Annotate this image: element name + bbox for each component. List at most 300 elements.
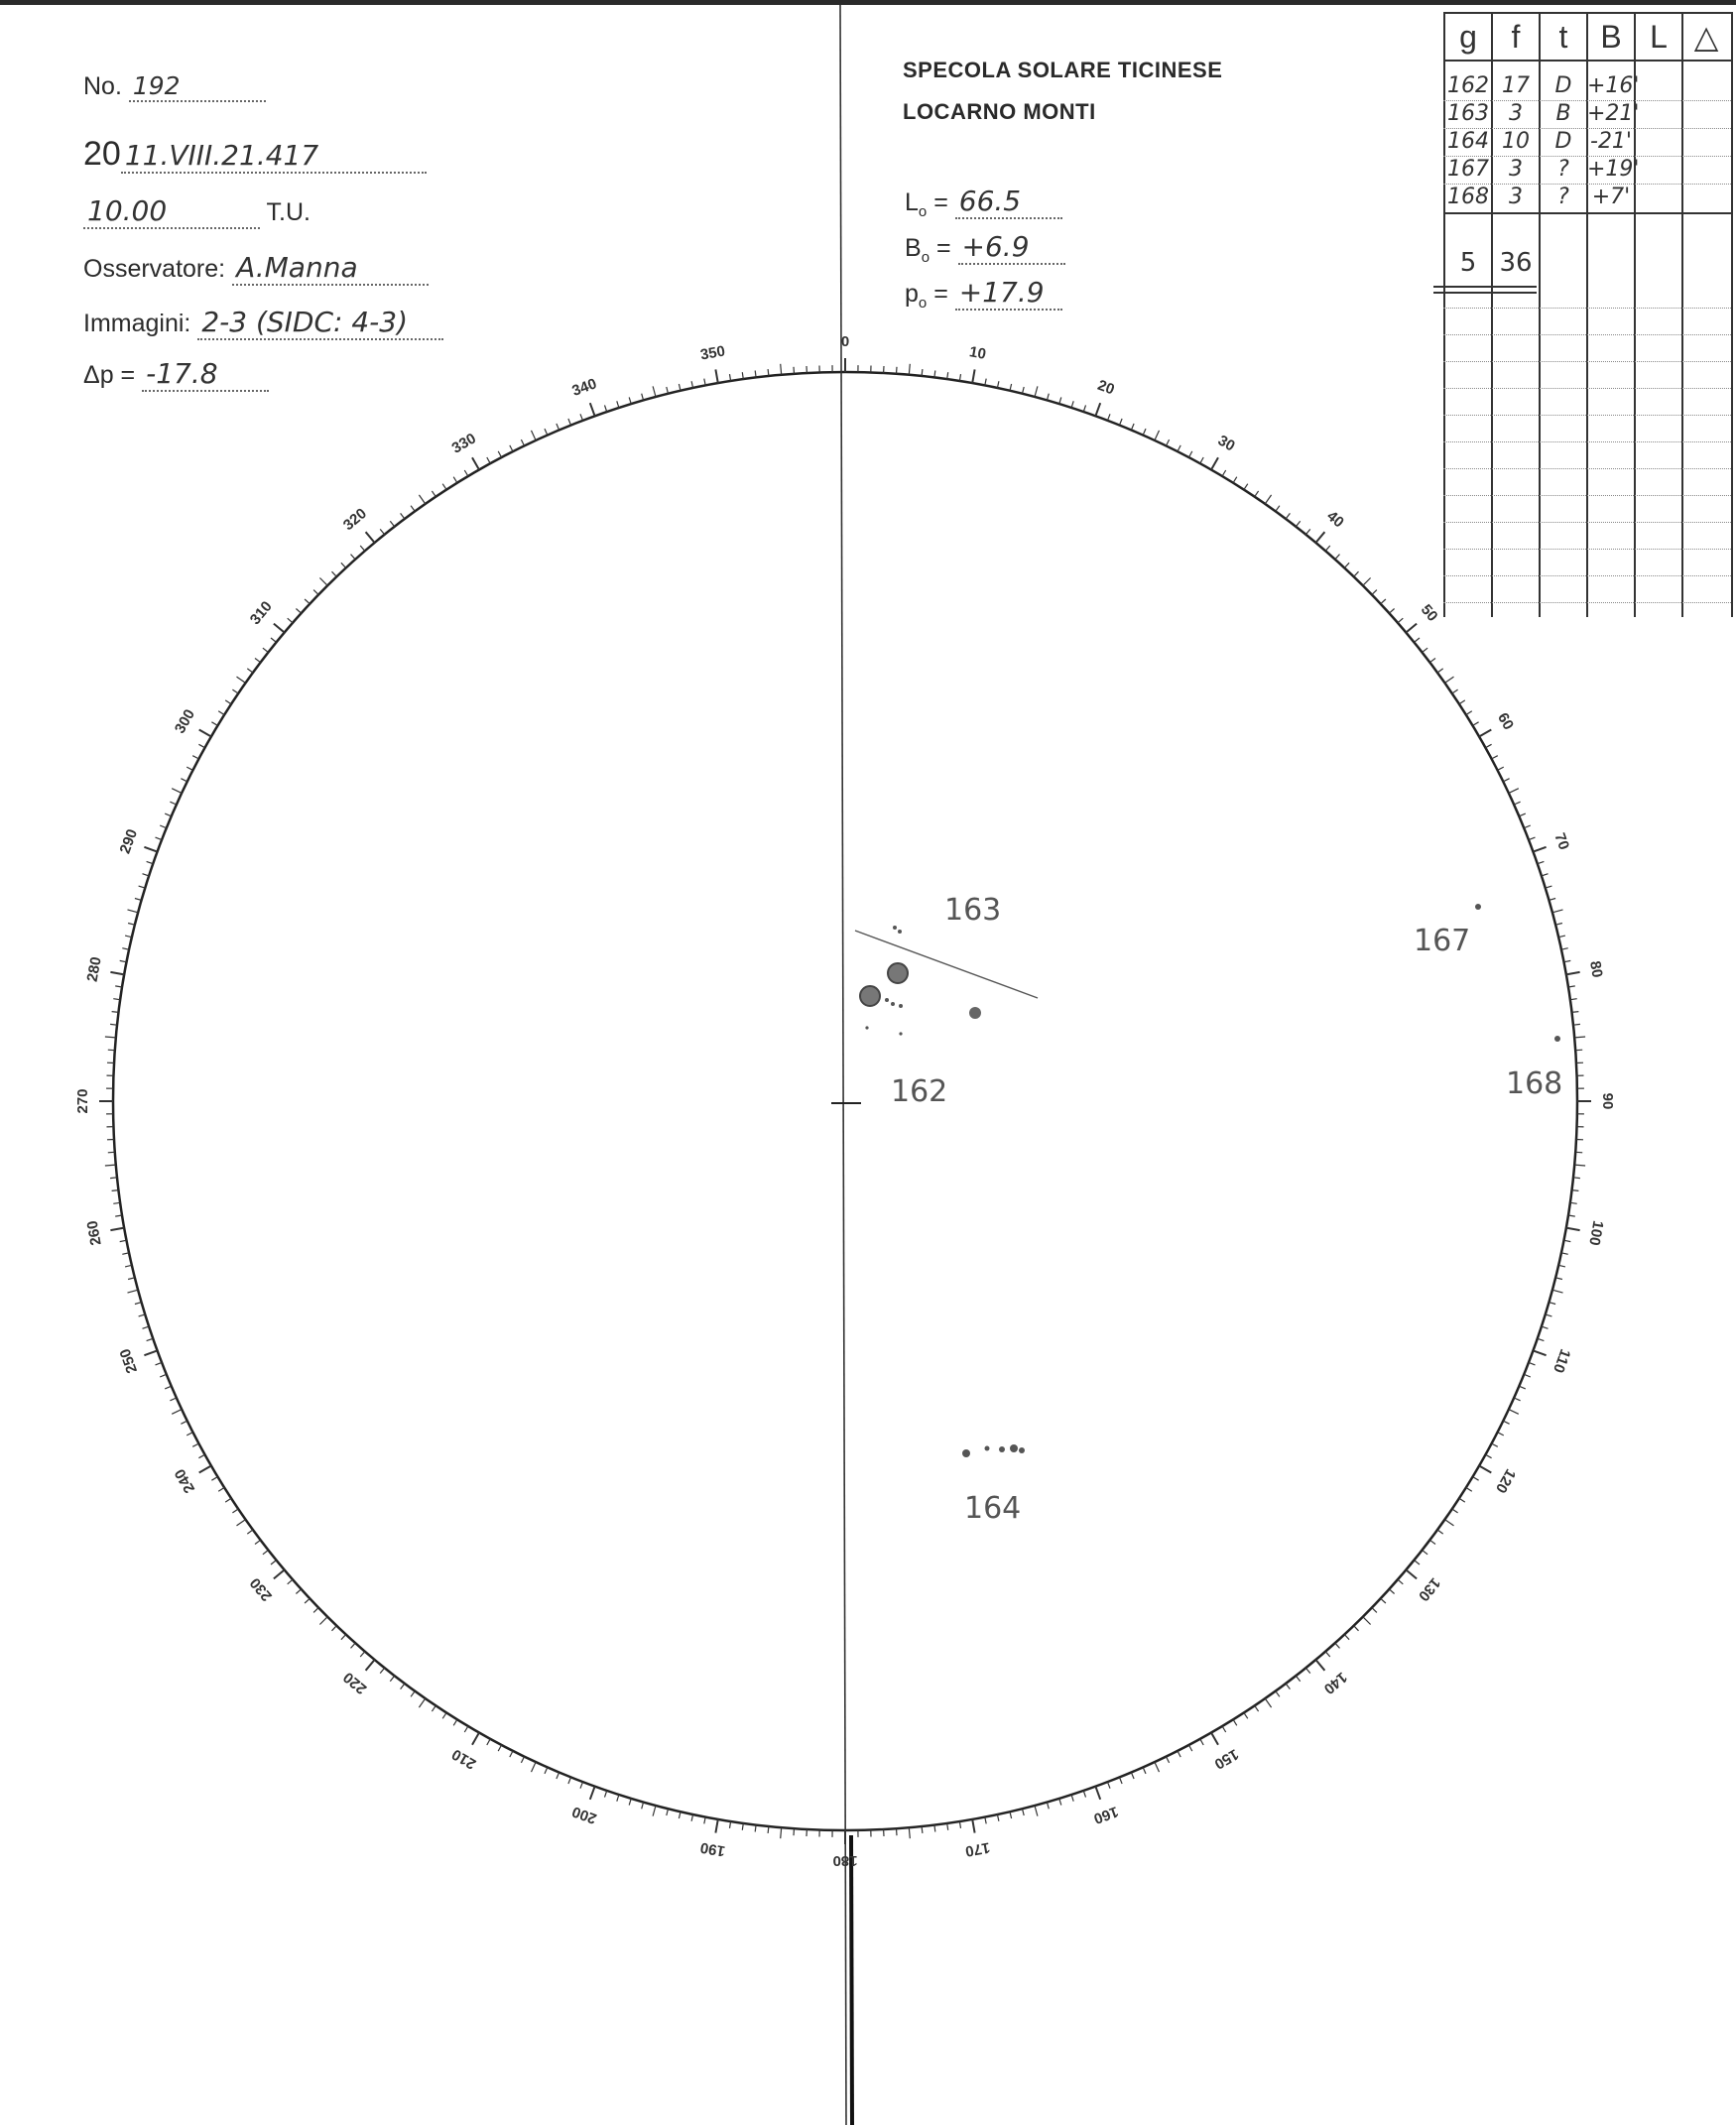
limb-tick bbox=[498, 1745, 501, 1751]
limb-tick bbox=[128, 910, 139, 913]
limb-degree-label: 280 bbox=[83, 955, 105, 983]
limb-tick bbox=[1566, 1228, 1580, 1231]
sunspot-group-163 bbox=[893, 893, 1001, 934]
limb-tick bbox=[453, 477, 457, 483]
limb-tick bbox=[1233, 1719, 1237, 1725]
limb-tick bbox=[1572, 1190, 1579, 1191]
limb-tick bbox=[313, 1608, 318, 1613]
limb-tick bbox=[1023, 387, 1025, 394]
limb-tick bbox=[1244, 1712, 1248, 1718]
table-cell: D bbox=[1554, 73, 1572, 98]
limb-degree-label: 200 bbox=[569, 1803, 599, 1827]
limb-degree-label: 140 bbox=[1319, 1668, 1351, 1697]
sunspot bbox=[893, 926, 897, 930]
limb-tick bbox=[1519, 813, 1526, 816]
limb-tick bbox=[472, 457, 479, 469]
limb-tick bbox=[172, 1410, 182, 1415]
limb-tick bbox=[1265, 495, 1271, 504]
limb-tick bbox=[1459, 700, 1465, 704]
limb-tick bbox=[922, 1826, 923, 1833]
limb-tick bbox=[380, 529, 384, 534]
limb-tick bbox=[1538, 1338, 1545, 1340]
limb-tick bbox=[1095, 1787, 1100, 1800]
limb-tick bbox=[110, 1228, 124, 1231]
table-cell: -21' bbox=[1590, 129, 1632, 154]
limb-tick bbox=[351, 555, 356, 560]
sunspot bbox=[888, 963, 908, 983]
limb-tick bbox=[532, 431, 537, 440]
limb-tick bbox=[411, 506, 415, 512]
limb-tick bbox=[1542, 1326, 1549, 1328]
limb-tick bbox=[1305, 1668, 1309, 1673]
table-cell: 3 bbox=[1509, 101, 1523, 126]
number-label: No. bbox=[83, 72, 122, 100]
limb-tick bbox=[510, 445, 513, 451]
limb-tick bbox=[1492, 756, 1498, 759]
limb-tick bbox=[341, 1635, 346, 1640]
limb-tick bbox=[1131, 424, 1134, 430]
limb-degree-label: 110 bbox=[1550, 1346, 1574, 1376]
solar-disk bbox=[74, 5, 1616, 2125]
table-cell: B bbox=[1555, 101, 1571, 126]
limb-tick bbox=[1372, 1608, 1377, 1613]
param-L0-value: 66.5 bbox=[955, 185, 1062, 219]
sunspot bbox=[899, 1004, 903, 1008]
delta-p-value: -17.8 bbox=[142, 357, 269, 392]
limb-tick bbox=[1296, 1676, 1300, 1682]
limb-tick bbox=[580, 414, 583, 421]
limb-tick bbox=[288, 618, 293, 623]
limb-tick bbox=[1120, 419, 1123, 426]
limb-tick bbox=[1534, 847, 1547, 852]
limb-tick bbox=[1503, 779, 1509, 782]
limb-tick bbox=[1315, 1660, 1324, 1671]
limb-degree-label: 340 bbox=[569, 375, 599, 400]
table-cell: +7' bbox=[1591, 185, 1631, 209]
observatory-location: LOCARNO MONTI bbox=[903, 99, 1096, 124]
limb-tick bbox=[199, 730, 211, 737]
limb-tick bbox=[897, 367, 898, 374]
table-header-L: L bbox=[1650, 19, 1668, 55]
limb-tick bbox=[510, 1751, 513, 1757]
group-label: 164 bbox=[964, 1491, 1022, 1526]
limb-tick bbox=[156, 837, 163, 840]
limb-tick bbox=[1315, 532, 1324, 543]
limb-degree-label: 190 bbox=[698, 1838, 727, 1860]
limb-tick bbox=[1479, 730, 1491, 737]
limb-tick bbox=[1354, 1626, 1359, 1631]
limb-tick bbox=[605, 1791, 607, 1798]
limb-degree-label: 240 bbox=[171, 1465, 199, 1496]
limb-degree-label: 120 bbox=[1491, 1465, 1520, 1496]
limb-tick bbox=[1255, 1705, 1259, 1711]
limb-degree-label: 300 bbox=[171, 706, 199, 737]
param-L0-sub: o bbox=[918, 203, 928, 220]
limb-degree-label: 160 bbox=[1091, 1803, 1121, 1827]
param-B0-value: +6.9 bbox=[958, 230, 1065, 265]
limb-tick bbox=[110, 1024, 117, 1025]
limb-tick bbox=[1211, 1733, 1218, 1745]
limb-tick bbox=[922, 369, 923, 376]
limb-tick bbox=[1492, 1443, 1498, 1446]
limb-tick bbox=[1398, 1579, 1403, 1584]
limb-tick bbox=[1178, 445, 1180, 451]
limb-tick bbox=[1372, 590, 1377, 595]
limb-tick bbox=[521, 1757, 524, 1763]
limb-tick bbox=[464, 470, 468, 476]
limb-tick bbox=[1131, 1773, 1134, 1779]
limb-degree-label: 230 bbox=[246, 1573, 276, 1605]
limb-tick bbox=[1335, 1643, 1340, 1648]
limb-tick bbox=[1325, 546, 1330, 551]
table-header-t: t bbox=[1558, 19, 1568, 55]
limb-tick bbox=[1429, 1540, 1435, 1544]
limb-degree-label: 170 bbox=[963, 1838, 992, 1860]
limb-tick bbox=[1445, 1520, 1454, 1526]
table-cell: +16' bbox=[1587, 73, 1640, 98]
delta-p-label: Δp = bbox=[83, 361, 136, 389]
limb-tick bbox=[472, 1733, 479, 1745]
table-cell: 163 bbox=[1447, 101, 1489, 126]
limb-tick bbox=[1120, 1778, 1123, 1785]
limb-tick bbox=[296, 609, 301, 614]
limb-tick bbox=[255, 1540, 261, 1544]
limb-degree-label: 90 bbox=[1599, 1092, 1617, 1110]
limb-tick bbox=[192, 756, 198, 759]
limb-tick bbox=[211, 722, 217, 726]
limb-tick bbox=[332, 1626, 337, 1631]
limb-tick bbox=[1244, 484, 1248, 490]
limb-tick bbox=[181, 1421, 186, 1424]
sunspot bbox=[962, 1449, 970, 1457]
limb-tick bbox=[1529, 1362, 1536, 1365]
limb-degree-label: 0 bbox=[840, 332, 850, 350]
sunspot bbox=[891, 1002, 895, 1006]
limb-tick bbox=[144, 847, 157, 852]
limb-tick bbox=[1552, 1290, 1563, 1293]
limb-degree-label: 130 bbox=[1415, 1573, 1444, 1605]
table-cell: 17 bbox=[1502, 73, 1530, 98]
group-label: 162 bbox=[891, 1074, 948, 1109]
limb-tick bbox=[143, 874, 150, 876]
limb-tick bbox=[909, 364, 910, 375]
group-label: 168 bbox=[1506, 1066, 1563, 1101]
limb-tick bbox=[1514, 802, 1520, 805]
sunspot bbox=[969, 1007, 981, 1019]
table-cell: 167 bbox=[1447, 157, 1489, 182]
limb-tick bbox=[165, 813, 172, 816]
images-value: 2-3 (SIDC: 4-3) bbox=[197, 306, 443, 340]
limb-tick bbox=[653, 1806, 656, 1816]
limb-tick bbox=[112, 1012, 119, 1013]
limb-tick bbox=[1222, 470, 1226, 476]
table-header-delta: △ bbox=[1693, 19, 1719, 55]
limb-tick bbox=[1473, 1477, 1479, 1481]
limb-tick bbox=[1498, 767, 1504, 770]
limb-tick bbox=[1429, 659, 1435, 663]
table-cell: 168 bbox=[1447, 185, 1489, 209]
limb-tick bbox=[232, 1509, 238, 1513]
limb-tick bbox=[1437, 669, 1443, 673]
limb-tick bbox=[1555, 1278, 1562, 1280]
limb-tick bbox=[305, 1598, 310, 1603]
limb-degree-label: 10 bbox=[967, 343, 988, 363]
limb-tick bbox=[1178, 1751, 1180, 1757]
limb-tick bbox=[1575, 1050, 1582, 1051]
limb-tick bbox=[401, 1684, 405, 1689]
limb-tick bbox=[198, 1454, 204, 1457]
images-label: Immagini: bbox=[83, 310, 191, 337]
limb-tick bbox=[1398, 618, 1403, 623]
limb-degree-label: 180 bbox=[832, 1852, 858, 1870]
limb-tick bbox=[453, 1719, 457, 1725]
limb-tick bbox=[319, 578, 327, 586]
limb-tick bbox=[1415, 638, 1421, 642]
param-B0: $B_o = +6.9$ bbox=[905, 230, 1065, 266]
table-total-spots: 36 bbox=[1499, 248, 1533, 278]
limb-tick bbox=[1452, 689, 1458, 693]
limb-degree-label: 80 bbox=[1586, 959, 1606, 979]
limb-tick bbox=[1344, 1635, 1349, 1640]
limb-tick bbox=[351, 1643, 356, 1648]
table-cell: 3 bbox=[1509, 157, 1523, 182]
limb-tick bbox=[186, 1433, 192, 1436]
limb-tick bbox=[1509, 1410, 1519, 1415]
limb-tick bbox=[1406, 1569, 1417, 1578]
limb-tick bbox=[1381, 1598, 1386, 1603]
limb-tick bbox=[1335, 555, 1340, 560]
table-total-groups: 5 bbox=[1459, 248, 1477, 278]
table-header-g: g bbox=[1459, 19, 1477, 55]
limb-tick bbox=[225, 1498, 231, 1502]
limb-tick bbox=[390, 1676, 394, 1682]
limb-tick bbox=[487, 457, 490, 463]
limb-tick bbox=[590, 1787, 595, 1800]
limb-tick bbox=[198, 744, 204, 747]
table-cell: 10 bbox=[1502, 129, 1530, 154]
limb-tick bbox=[170, 1398, 176, 1401]
limb-degree-label: 290 bbox=[116, 826, 142, 856]
limb-tick bbox=[1423, 648, 1428, 652]
limb-tick bbox=[218, 1488, 224, 1492]
sunspot-group-167 bbox=[1414, 904, 1481, 958]
limb-tick bbox=[1189, 451, 1192, 457]
limb-tick bbox=[1573, 1178, 1580, 1179]
limb-degree-label: 320 bbox=[339, 505, 371, 535]
limb-tick bbox=[296, 1589, 301, 1594]
limb-tick bbox=[165, 1386, 172, 1389]
table-cell: +19' bbox=[1587, 157, 1640, 182]
limb-tick bbox=[1479, 1466, 1491, 1473]
limb-degree-label: 210 bbox=[448, 1745, 479, 1773]
limb-degree-label: 150 bbox=[1211, 1745, 1242, 1773]
limb-tick bbox=[1222, 1726, 1226, 1732]
limb-tick bbox=[274, 624, 285, 633]
limb-tick bbox=[1445, 677, 1454, 683]
limb-tick bbox=[521, 439, 524, 445]
limb-tick bbox=[1406, 624, 1417, 633]
limb-tick bbox=[144, 1350, 157, 1355]
limb-tick bbox=[1167, 1757, 1170, 1763]
limb-tick bbox=[1211, 457, 1218, 469]
limb-tick bbox=[1155, 431, 1160, 440]
limb-tick bbox=[411, 1691, 415, 1697]
sunspot-group-168 bbox=[1506, 1036, 1562, 1101]
limb-tick bbox=[366, 532, 375, 543]
limb-tick bbox=[128, 1290, 139, 1293]
sunspot bbox=[860, 986, 880, 1006]
limb-tick bbox=[794, 367, 795, 374]
limb-tick bbox=[1552, 910, 1563, 913]
limb-tick bbox=[909, 1827, 910, 1838]
limb-tick bbox=[199, 1466, 211, 1473]
limb-tick bbox=[498, 451, 501, 457]
sunspot bbox=[865, 1026, 868, 1029]
param-p0: $p_o = +17.9$ bbox=[905, 276, 1062, 312]
limb-tick bbox=[1265, 1698, 1271, 1707]
limb-tick bbox=[1509, 789, 1519, 794]
sunspot-group-162 bbox=[860, 963, 981, 1109]
limb-tick bbox=[218, 711, 224, 715]
table-cell: ? bbox=[1557, 157, 1569, 182]
limb-tick bbox=[487, 1739, 490, 1745]
limb-tick bbox=[1381, 599, 1386, 604]
limb-tick bbox=[147, 861, 154, 863]
limb-tick bbox=[1083, 405, 1085, 412]
limb-tick bbox=[237, 677, 246, 683]
param-B0-sub: o bbox=[921, 249, 930, 266]
limb-tick bbox=[781, 364, 782, 375]
limb-tick bbox=[419, 495, 425, 504]
limb-tick bbox=[1363, 1617, 1371, 1625]
limb-tick bbox=[1466, 711, 1472, 715]
limb-tick bbox=[401, 513, 405, 519]
limb-tick bbox=[1023, 1809, 1025, 1815]
limb-tick bbox=[1486, 1454, 1492, 1457]
limb-tick bbox=[1572, 1012, 1579, 1013]
limb-tick bbox=[380, 1668, 384, 1673]
limb-tick bbox=[160, 825, 167, 828]
limb-tick bbox=[768, 1826, 769, 1833]
limb-tick bbox=[366, 1660, 375, 1671]
limb-tick bbox=[1542, 874, 1549, 876]
sunspot-group-164 bbox=[962, 1444, 1025, 1526]
limb-degree-label: 50 bbox=[1417, 601, 1441, 625]
limb-tick bbox=[211, 1477, 217, 1481]
limb-tick bbox=[128, 924, 135, 926]
limb-tick bbox=[1524, 1374, 1531, 1377]
limb-tick bbox=[255, 659, 261, 663]
observatory-name: SPECOLA SOLARE TICINESE bbox=[903, 58, 1223, 82]
param-B0-label: B bbox=[905, 234, 922, 262]
limb-tick bbox=[225, 700, 231, 704]
observer-label: Osservatore: bbox=[83, 255, 226, 283]
sunspot bbox=[885, 998, 889, 1002]
limb-tick bbox=[1473, 722, 1479, 726]
limb-tick bbox=[715, 369, 717, 383]
limb-tick bbox=[1200, 1739, 1203, 1745]
table-cell: 164 bbox=[1447, 129, 1489, 154]
limb-tick bbox=[1255, 491, 1259, 497]
limb-tick bbox=[1155, 1762, 1160, 1772]
limb-tick bbox=[1189, 1745, 1192, 1751]
limb-tick bbox=[1200, 457, 1203, 463]
limb-tick bbox=[263, 1551, 269, 1555]
limb-tick bbox=[1459, 1498, 1465, 1502]
limb-tick bbox=[545, 429, 548, 435]
observer-value: A.Manna bbox=[232, 251, 429, 286]
limb-tick bbox=[247, 1530, 253, 1534]
limb-tick bbox=[1437, 1530, 1443, 1534]
limb-tick bbox=[1344, 562, 1349, 567]
limb-tick bbox=[1363, 578, 1371, 586]
limb-degree-label: 260 bbox=[83, 1219, 105, 1247]
limb-degree-label: 20 bbox=[1095, 376, 1117, 399]
limb-tick bbox=[1233, 477, 1237, 483]
limb-tick bbox=[442, 484, 446, 490]
limb-tick bbox=[1466, 1488, 1472, 1492]
limb-tick bbox=[1143, 1768, 1146, 1774]
limb-tick bbox=[1574, 1037, 1585, 1038]
limb-tick bbox=[237, 1520, 246, 1526]
limb-tick bbox=[147, 1338, 154, 1340]
limb-tick bbox=[1095, 403, 1100, 416]
limb-tick bbox=[186, 767, 192, 770]
table-cell: 3 bbox=[1509, 185, 1523, 209]
limb-tick bbox=[442, 1712, 446, 1718]
limb-degree-label: 270 bbox=[73, 1088, 91, 1114]
limb-tick bbox=[419, 1698, 425, 1707]
limb-tick bbox=[341, 562, 346, 567]
limb-tick bbox=[432, 1705, 435, 1711]
limb-tick bbox=[605, 405, 607, 412]
param-p0-sub: o bbox=[918, 295, 928, 312]
limb-tick bbox=[1503, 1421, 1509, 1424]
limb-tick bbox=[390, 521, 394, 527]
group-label: 167 bbox=[1414, 924, 1471, 958]
table-cell: 162 bbox=[1447, 73, 1489, 98]
limb-tick bbox=[1514, 1398, 1520, 1401]
limb-tick bbox=[108, 1050, 115, 1051]
limb-tick bbox=[110, 1178, 117, 1179]
limb-tick bbox=[271, 1561, 277, 1564]
date-prefix: 20 bbox=[83, 135, 121, 173]
limb-tick bbox=[1108, 1782, 1111, 1789]
sunspot bbox=[1475, 904, 1481, 910]
limb-degree-label: 330 bbox=[448, 430, 479, 457]
limb-tick bbox=[1415, 1561, 1421, 1564]
limb-tick bbox=[1538, 861, 1545, 863]
param-L0: $L_o = 66.5$ bbox=[905, 185, 1062, 220]
limb-tick bbox=[568, 1778, 571, 1785]
limb-tick bbox=[1083, 1791, 1085, 1798]
limb-tick bbox=[794, 1828, 795, 1835]
sunspot bbox=[999, 1446, 1005, 1452]
limb-tick bbox=[1486, 744, 1492, 747]
limb-tick bbox=[1286, 513, 1290, 519]
param-p0-label: p bbox=[905, 280, 919, 308]
limb-tick bbox=[1389, 609, 1394, 614]
limb-tick bbox=[1035, 1806, 1038, 1816]
limb-tick bbox=[557, 424, 559, 430]
limb-tick bbox=[1389, 1589, 1394, 1594]
limb-tick bbox=[110, 972, 124, 975]
polar-axis-line bbox=[851, 1835, 852, 2125]
limb-tick bbox=[1575, 1152, 1582, 1153]
limb-degree-label: 250 bbox=[116, 1346, 142, 1376]
limb-tick bbox=[1573, 1024, 1580, 1025]
limb-degree-label: 100 bbox=[1585, 1219, 1607, 1247]
